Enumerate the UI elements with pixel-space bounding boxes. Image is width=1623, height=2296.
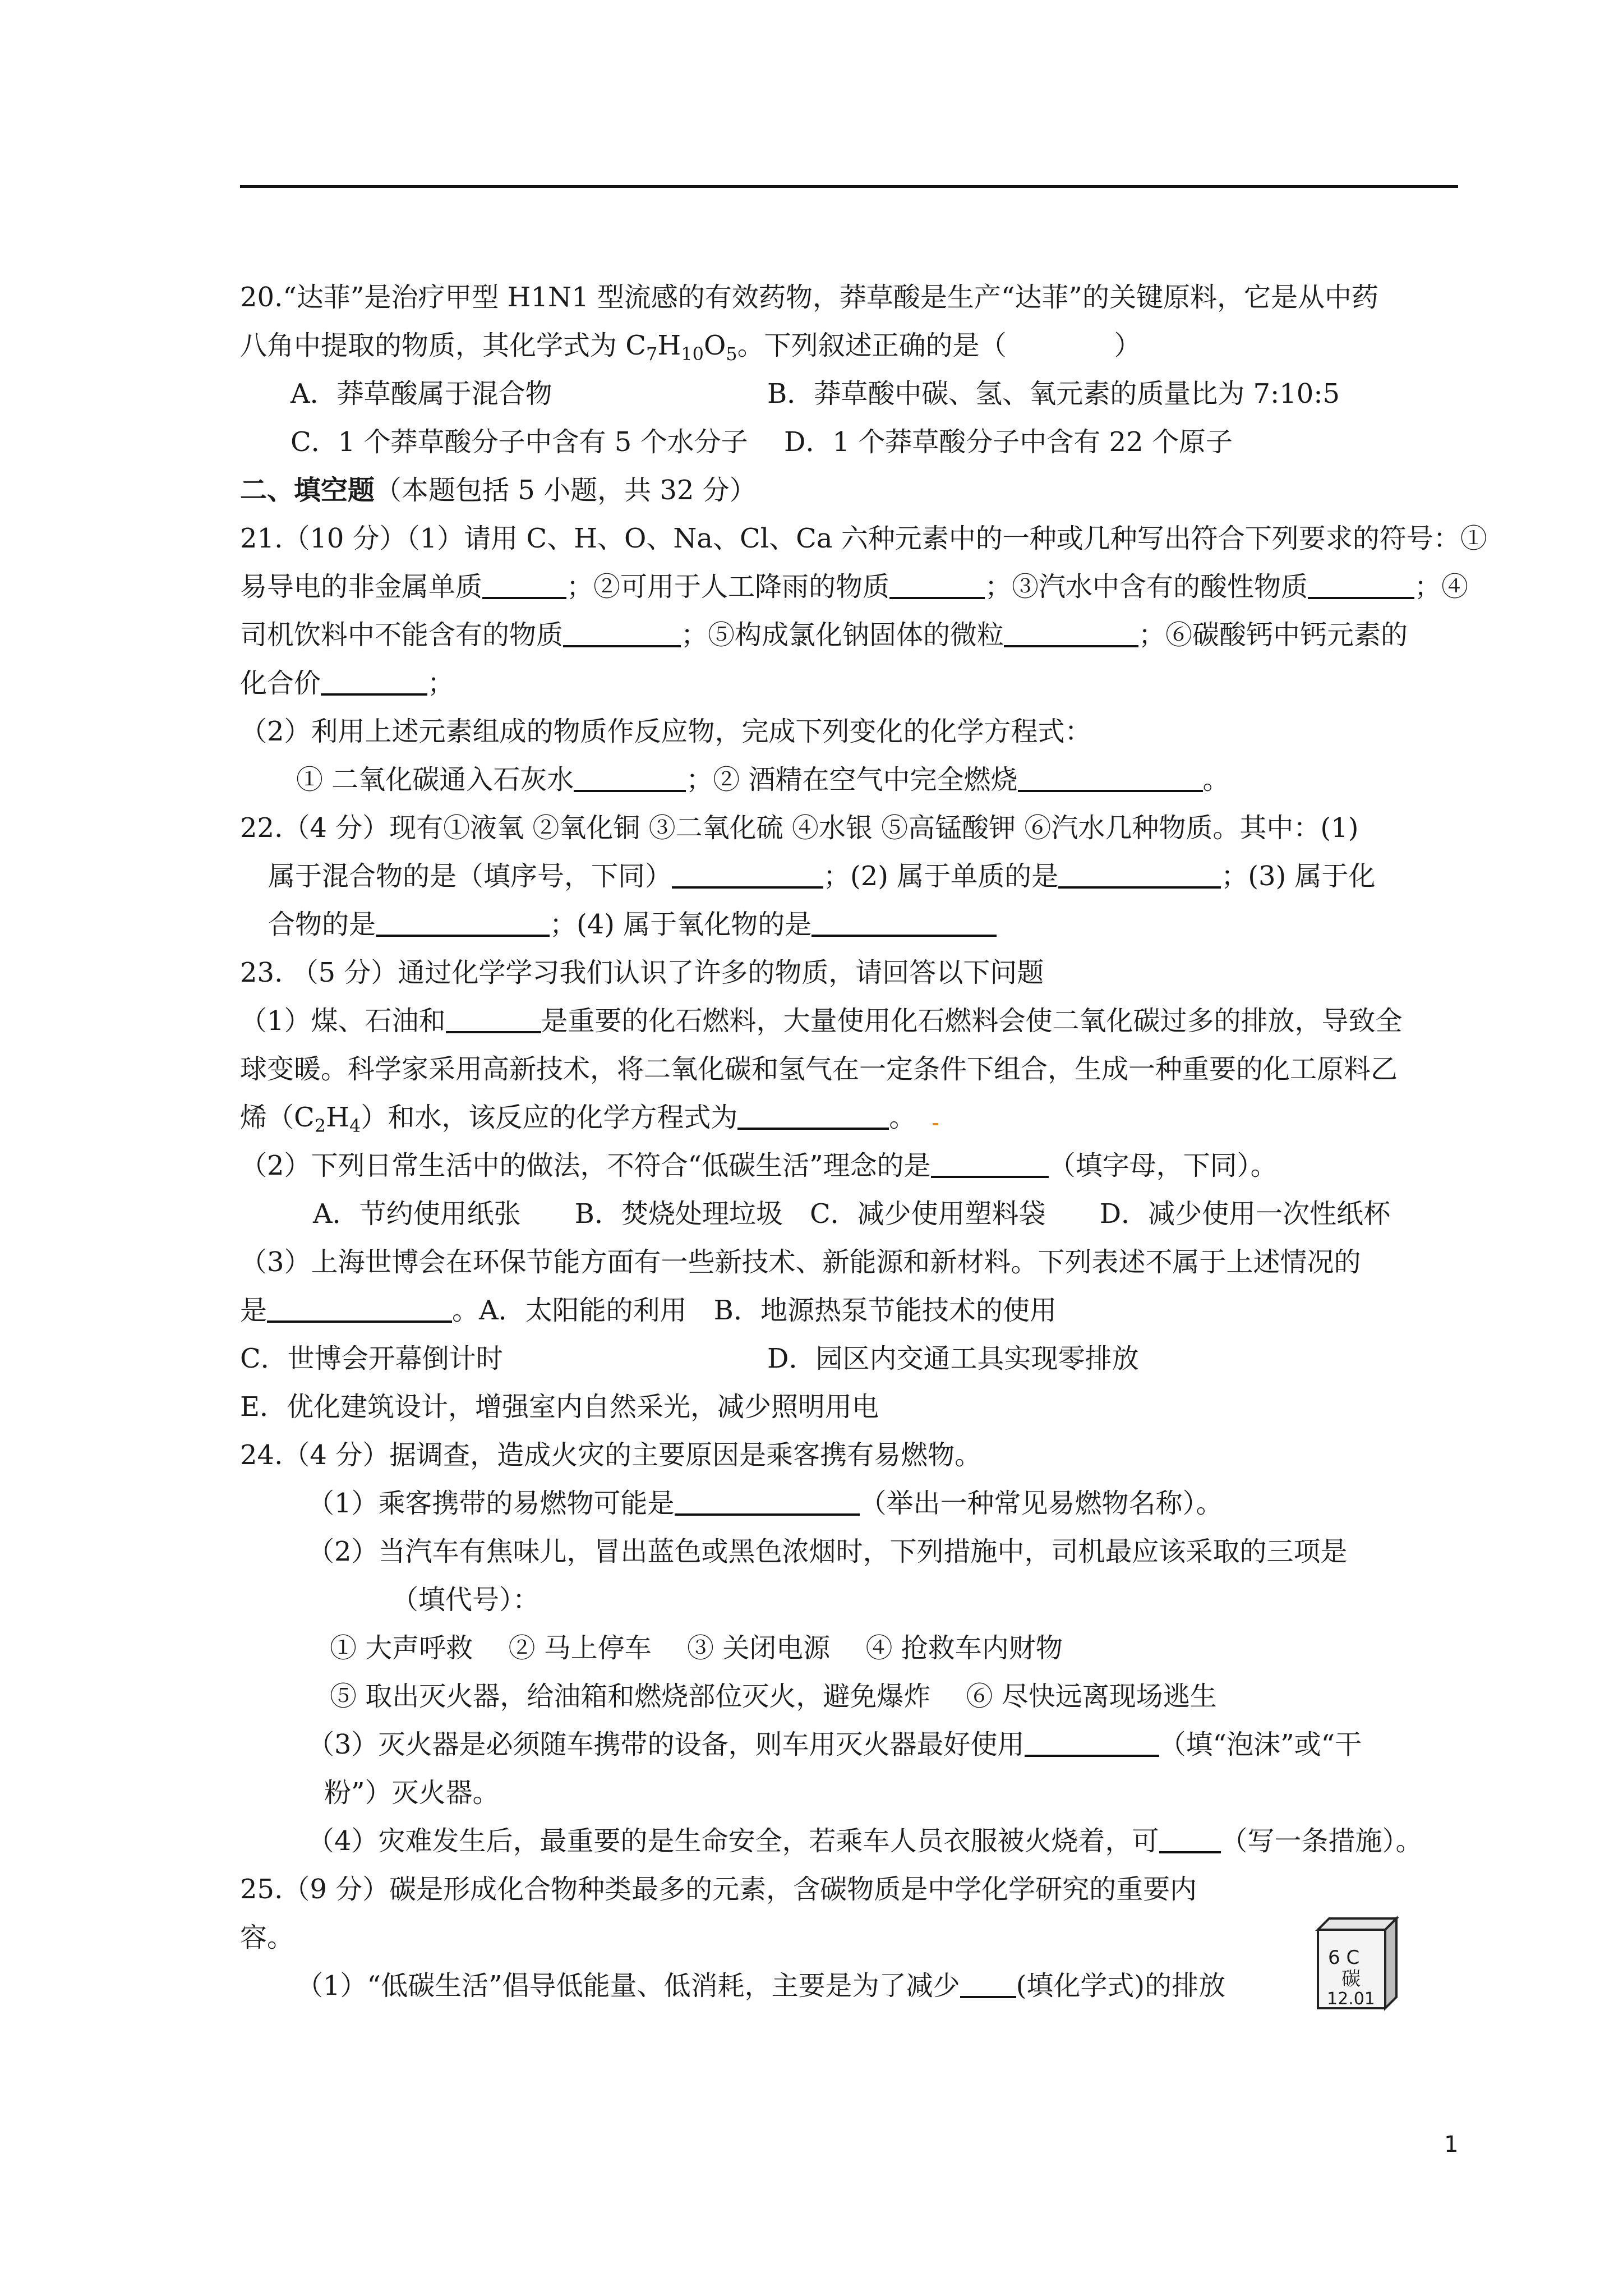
header-rule <box>240 185 1458 188</box>
q24-line1: 24.（4 分）据调查，造成火灾的主要原因是乘客携有易燃物。 <box>240 1439 982 1471</box>
q23-line10: E．优化建筑设计，增强室内自然采光，减少照明用电 <box>240 1391 879 1423</box>
q23-line2: （1）煤、石油和 是重要的化石燃料，大量使用化石燃料会使二氧化碳过多的排放，导致全 <box>240 1005 1403 1037</box>
answer-blank[interactable] <box>446 1004 541 1033</box>
section-note: （本题包括 5 小题，共 32 分） <box>375 475 757 506</box>
q24-line3: （2）当汽车有焦味儿，冒出蓝色或黑色浓烟时，下列措施中，司机最应该采取的三项是 <box>307 1536 1348 1567</box>
page-number: 1 <box>1444 2132 1459 2157</box>
answer-blank[interactable] <box>321 666 427 696</box>
carbon-element-card <box>1301 1913 1402 2014</box>
q23-line9a: C．世博会开幕倒计时 <box>240 1343 503 1374</box>
q24-line4: （填代号）： <box>391 1584 540 1616</box>
stray-mark <box>933 1123 938 1125</box>
q20-stem-line1: 20.“达菲”是治疗甲型 H1N1 型流感的有效药物，莽草酸是生产“达菲”的关键原料，它是从中药 <box>240 282 1378 313</box>
section-heading <box>240 473 757 507</box>
answer-blank[interactable] <box>376 908 550 937</box>
answer-blank[interactable] <box>811 908 997 937</box>
q20-option-b: B．莽草酸中碳、氢、氧元素的质量比为 7:10:5 <box>767 378 1340 409</box>
q23-line5: （2）下列日常生活中的做法，不符合“低碳生活”理念的是 （填字母，下同）。 <box>240 1150 1278 1181</box>
q22-line1: 22.（4 分）现有①液氧 ②氧化铜 ③二氧化硫 ④水银 ⑤高锰酸钾 ⑥汽水几种物质。其中：(1) <box>240 812 1359 844</box>
q25-line1: 25.（9 分）碳是形成化合物种类最多的元素，含碳物质是中学化学研究的重要内 <box>240 1874 1197 1905</box>
q21-line5: （2）利用上述元素组成的物质作反应物，完成下列变化的化学方程式： <box>240 716 1092 747</box>
q23-line3: 球变暖。科学家采用高新技术，将二氧化碳和氢气在一定条件下组合，生成一种重要的化工原料乙 <box>240 1053 1398 1085</box>
q22-line3: 合物的是 ；(4) 属于氧化物的是 <box>268 908 997 941</box>
element-name: 碳 <box>1341 1968 1361 1990</box>
element-mass: 12.01 <box>1327 1989 1375 2009</box>
answer-blank[interactable] <box>482 570 566 599</box>
answer-blank[interactable] <box>1159 1824 1221 1853</box>
answer-blank[interactable] <box>889 570 985 599</box>
q20-stem-line2: 八角中提取的物质，其化学式为 $C_7H_{10}O_5$。下列叙述正确的是（ ） <box>240 330 1141 365</box>
q22-line2: 属于混合物的是（填序号，下同） ；(2) 属于单质的是 ；(3) 属于化 <box>268 861 1376 892</box>
q24-line5: ① 大声呼救 ② 马上停车 ③ 关闭电源 ④ 抢救车内财物 <box>330 1632 1063 1664</box>
q23-line7: （3）上海世博会在环保节能方面有一些新技术、新能源和新材料。下列表述不属于上述情况的 <box>240 1246 1361 1278</box>
answer-blank[interactable] <box>737 1101 889 1130</box>
answer-blank[interactable] <box>1025 1728 1159 1757</box>
q20-option-d: D．1 个莽草酸分子中含有 22 个原子 <box>784 426 1233 458</box>
q20-option-a: A．莽草酸属于混合物 <box>291 378 552 409</box>
q21-line1: 21.（10 分）（1）请用 C、H、O、Na、Cl、Ca 六种元素中的一种或几种写出符合下列要求的符号：① <box>240 523 1487 554</box>
answer-blank[interactable] <box>931 1149 1049 1178</box>
answer-blank[interactable] <box>672 859 823 889</box>
q21-line4: 化合价 ； <box>240 668 455 699</box>
answer-blank[interactable] <box>1058 859 1221 889</box>
answer-blank[interactable] <box>1004 618 1138 647</box>
q24-line8: 粉”）灭火器。 <box>324 1777 500 1809</box>
q24-line6: ⑤ 取出灭火器，给油箱和燃烧部位灭火，避免爆炸 ⑥ 尽快远离现场逃生 <box>330 1681 1217 1712</box>
answer-blank[interactable] <box>960 1969 1016 1998</box>
q23-line6: A．节约使用纸张 B．焚烧处理垃圾 C．减少使用塑料袋 D．减少使用一次性纸杯 <box>313 1198 1391 1230</box>
q23-line8: 是 。A．太阳能的利用 B．地源热泵节能技术的使用 <box>240 1295 1057 1326</box>
q21-line6: ① 二氧化碳通入石灰水 ；② 酒精在空气中完全燃烧 。 <box>296 764 1230 795</box>
answer-blank[interactable] <box>1018 763 1203 792</box>
q21-line2: 易导电的非金属单质 ；②可用于人工降雨的物质 ；③汽水中含有的酸性物质 ；④ <box>240 571 1469 602</box>
answer-blank[interactable] <box>1308 570 1414 599</box>
q21-line3: 司机饮料中不能含有的物质 ；⑤构成氯化钠固体的微粒 ；⑥碳酸钙中钙元素的 <box>240 619 1408 651</box>
q23-line9b: D．园区内交通工具实现零排放 <box>767 1343 1139 1374</box>
q23-line4: 烯$(C_2H_4)$和水，该反应的化学方程式为 。 <box>240 1101 938 1134</box>
answer-blank[interactable] <box>563 618 681 647</box>
q20-option-c: C．1 个莽草酸分子中含有 5 个水分子 <box>291 426 748 458</box>
q23-line1: 23. （5 分）通过化学学习我们认识了许多的物质，请回答以下问题 <box>240 957 1044 988</box>
section-title: 二、填空题 <box>240 475 375 506</box>
answer-blank[interactable] <box>574 763 686 792</box>
q24-line2: （1）乘客携带的易燃物可能是 （举出一种常见易燃物名称）。 <box>307 1488 1223 1519</box>
q25-line3: （1）“低碳生活”倡导低能量、低消耗，主要是为了减少 (填化学式)的排放 <box>296 1970 1226 2001</box>
q24-line7: （3）灭火器是必须随车携带的设备，则车用灭火器最好使用 （填“泡沫”或“干 <box>307 1729 1362 1760</box>
q24-line9: （4）灾难发生后，最重要的是生命安全，若乘车人员衣服被火烧着，可 （写一条措施）。 <box>307 1825 1423 1857</box>
answer-blank[interactable] <box>675 1487 860 1516</box>
answer-blank[interactable] <box>267 1294 452 1323</box>
q25-line2: 容。 <box>240 1922 294 1953</box>
element-number-symbol: 6 C <box>1328 1947 1360 1969</box>
